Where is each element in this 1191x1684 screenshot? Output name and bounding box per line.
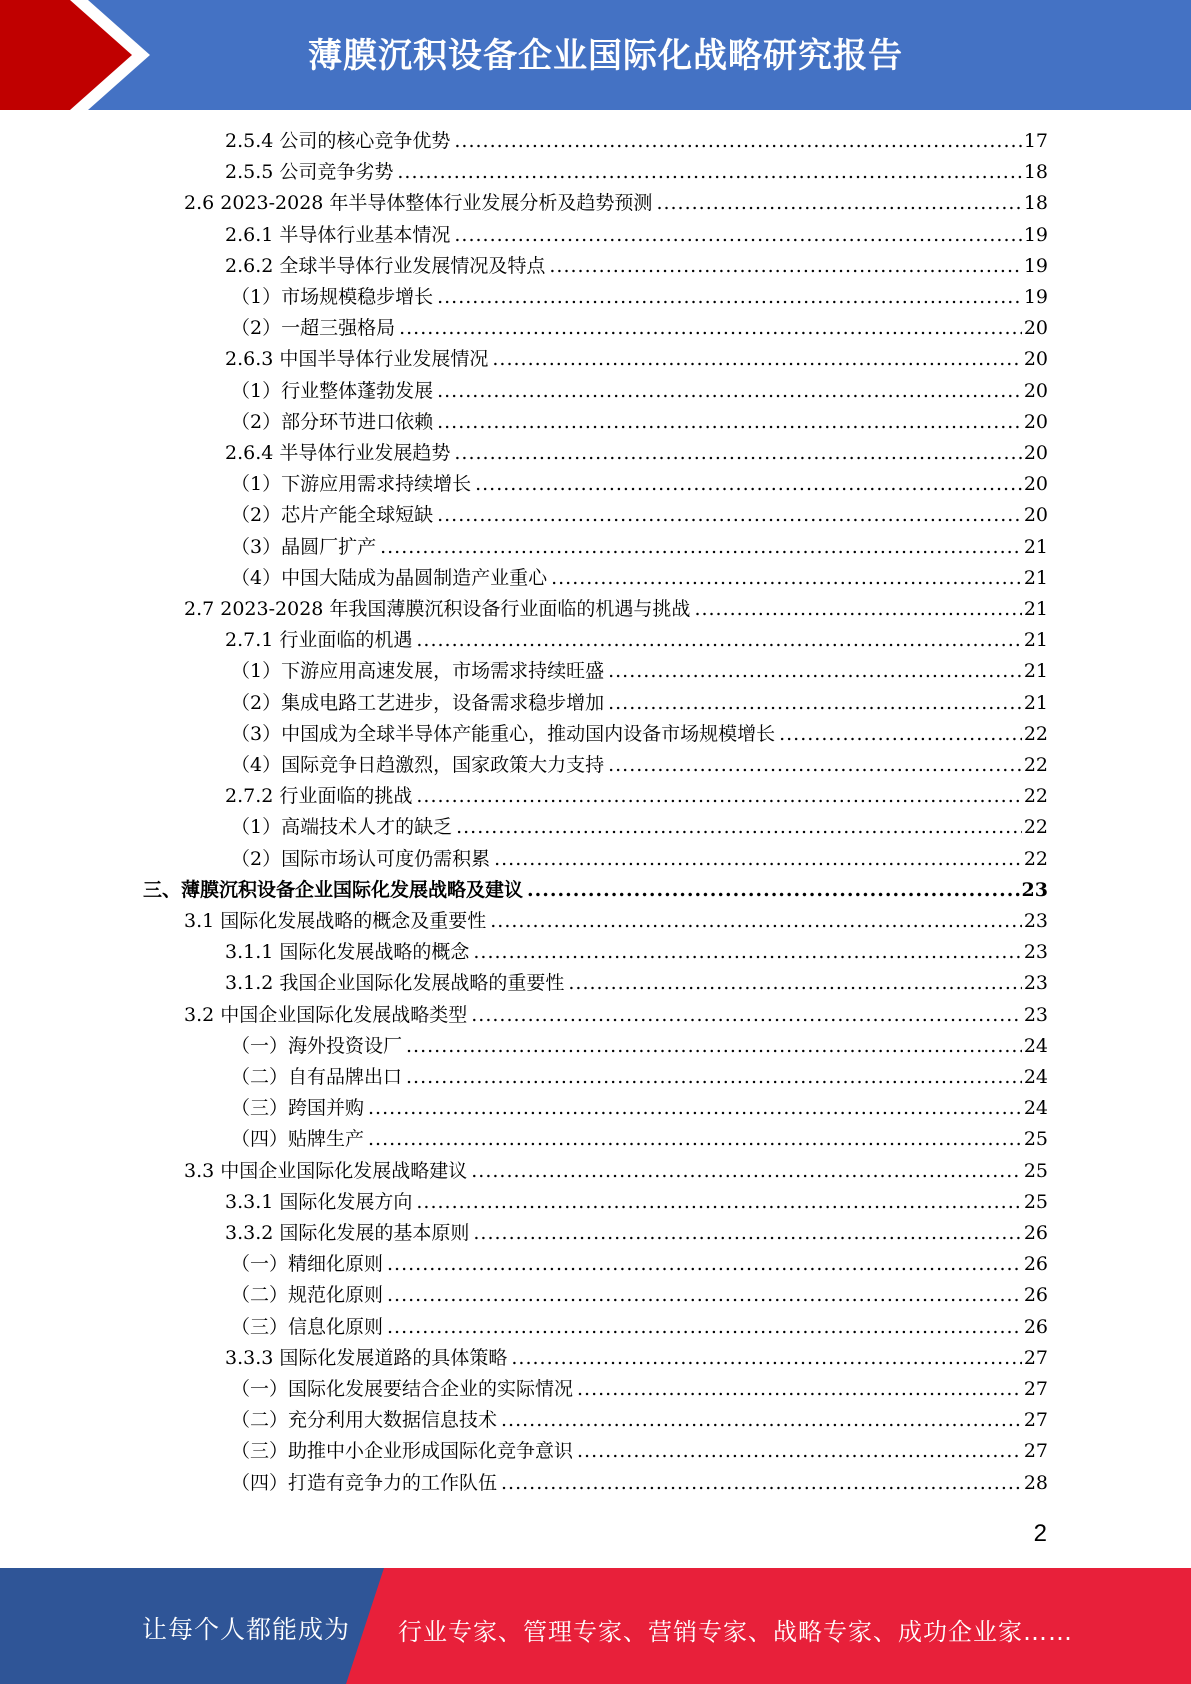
- toc-leader-dots: [387, 1280, 1022, 1310]
- toc-entry[interactable]: [231, 688, 1048, 718]
- toc-entry-label: 2.5.4 公司的核心竞争优势: [225, 130, 451, 152]
- page-header: [0, 0, 1191, 110]
- toc-entry-page: 27: [1023, 1440, 1048, 1463]
- toc-entry-page: 22: [1023, 816, 1048, 839]
- toc-entry-label: （三）跨国并购: [231, 1097, 365, 1120]
- toc-entry-label: （1）下游应用需求持续增长: [231, 473, 472, 496]
- toc-entry-label: （2）国际市场认可度仍需积累: [231, 847, 491, 870]
- toc-entry-page: 20: [1023, 317, 1048, 340]
- toc-entry-label: （一）国际化发展要结合企业的实际情况: [231, 1378, 574, 1400]
- toc-entry[interactable]: [231, 750, 1048, 780]
- toc-entry-label: （三）信息化原则: [231, 1315, 384, 1338]
- toc-entry[interactable]: [225, 220, 1048, 250]
- toc-entry[interactable]: [225, 344, 1048, 374]
- toc-entry-page: 25: [1023, 1190, 1048, 1213]
- toc-entry-label: 3.2 中国企业国际化发展战略类型: [184, 1003, 468, 1026]
- toc-leader-dots: [454, 126, 1021, 156]
- toc-entry-page: 21: [1023, 660, 1048, 683]
- toc-entry-page: 22: [1023, 785, 1048, 808]
- toc-entry-page: 22: [1023, 754, 1048, 776]
- toc-entry-page: 19: [1023, 254, 1048, 277]
- toc-entry[interactable]: [231, 1124, 1048, 1154]
- toc-leader-dots: [406, 1031, 1022, 1061]
- toc-entry-label: （二）规范化原则: [231, 1284, 384, 1307]
- toc-entry-label: （2）芯片产能全球短缺: [231, 504, 434, 527]
- toc-entry-page: 21: [1023, 691, 1048, 714]
- toc-leader-dots: [454, 438, 1021, 468]
- toc-entry-label: （1）行业整体蓬勃发展: [231, 379, 434, 402]
- toc-entry-label: （2）部分环节进口依赖: [231, 410, 434, 433]
- toc-entry-label: 2.5.5 公司竞争劣势: [225, 161, 394, 184]
- toc-leader-dots: [501, 1405, 1022, 1435]
- toc-entry[interactable]: [225, 126, 1048, 156]
- toc-entry-page: 26: [1023, 1315, 1048, 1338]
- toc-entry[interactable]: [231, 1405, 1048, 1435]
- toc-leader-dots: [454, 220, 1021, 250]
- toc-entry-label: 3.1.1 国际化发展战略的概念: [225, 941, 470, 964]
- toc-entry-label: （2）一超三强格局: [231, 317, 396, 340]
- toc-entry[interactable]: [231, 313, 1048, 343]
- toc-entry[interactable]: [231, 282, 1048, 312]
- toc-entry-page: 28: [1023, 1471, 1048, 1494]
- toc-leader-dots: [656, 188, 1021, 218]
- toc-leader-dots: [437, 376, 1022, 406]
- toc-entry-page: 20: [1023, 442, 1048, 464]
- toc-entry[interactable]: [231, 1280, 1048, 1310]
- toc-entry[interactable]: [184, 906, 1048, 936]
- toc-entry[interactable]: [225, 1343, 1048, 1373]
- toc-entry-label: （三）助推中小企业形成国际化竞争意识: [231, 1440, 574, 1463]
- toc-entry[interactable]: [184, 1000, 1048, 1030]
- toc-entry-label: （二）充分利用大数据信息技术: [231, 1409, 498, 1432]
- toc-entry-page: 23: [1021, 878, 1048, 901]
- toc-entry-page: 20: [1023, 473, 1048, 496]
- toc-entry[interactable]: [231, 1031, 1048, 1061]
- toc-entry-page: 27: [1023, 1378, 1048, 1400]
- toc-entry-page: 19: [1023, 223, 1048, 246]
- toc-entry-page: 27: [1023, 1409, 1048, 1432]
- toc-entry[interactable]: [184, 188, 1048, 218]
- toc-leader-dots: [437, 407, 1022, 437]
- toc-leader-dots: [473, 1218, 1021, 1248]
- toc-entry-page: 20: [1023, 348, 1048, 371]
- footer-slogan-left: 让每个人都能成为: [142, 1615, 351, 1644]
- toc-entry-page: 20: [1023, 410, 1048, 433]
- toc-entry-label: （1）市场规模稳步增长: [231, 286, 434, 308]
- toc-entry-label: 2.6.4 半导体行业发展趋势: [225, 442, 451, 464]
- toc-entry-label: 2.6.3 中国半导体行业发展情况: [225, 348, 489, 371]
- toc-entry-page: 22: [1023, 722, 1048, 745]
- toc-entry-page: 23: [1023, 941, 1048, 964]
- toc-entry-label: （4）国际竞争日趋激烈，国家政策大力支持: [231, 754, 605, 776]
- toc-entry-label: 2.6.1 半导体行业基本情况: [225, 223, 451, 246]
- toc-entry-label: 2.7.2 行业面临的挑战: [225, 785, 413, 808]
- toc-leader-dots: [501, 1468, 1022, 1498]
- toc-entry-label: 3.3.2 国际化发展的基本原则: [225, 1222, 470, 1244]
- toc-leader-dots: [416, 1187, 1021, 1217]
- toc-entry[interactable]: [231, 1312, 1048, 1342]
- toc-leader-dots: [380, 532, 1022, 562]
- toc-entry-label: （一）海外投资设厂: [231, 1034, 403, 1057]
- toc-entry-page: 19: [1023, 286, 1048, 308]
- toc-entry-label: （一）精细化原则: [231, 1253, 384, 1276]
- toc-entry[interactable]: [225, 1187, 1048, 1217]
- toc-entry-label: 2.6.2 全球半导体行业发展情况及特点: [225, 254, 546, 277]
- toc-entry[interactable]: [231, 1249, 1048, 1279]
- toc-entry-label: （1）高端技术人才的缺乏: [231, 816, 453, 839]
- toc-entry-page: 20: [1023, 504, 1048, 527]
- toc-entry[interactable]: [143, 875, 1048, 905]
- toc-entry[interactable]: [231, 532, 1048, 562]
- toc-entry[interactable]: [225, 438, 1048, 468]
- toc-entry-page: 21: [1023, 535, 1048, 558]
- toc-entry[interactable]: [231, 656, 1048, 686]
- toc-leader-dots: [608, 688, 1022, 718]
- toc-entry-page: 24: [1023, 1034, 1048, 1057]
- toc-entry-page: 21: [1023, 598, 1048, 620]
- toc-leader-dots: [511, 1343, 1021, 1373]
- toc-entry-page: 23: [1023, 972, 1048, 995]
- toc-entry-page: 18: [1023, 161, 1048, 184]
- toc-leader-dots: [416, 781, 1021, 811]
- toc-leader-dots: [456, 812, 1022, 842]
- toc-entry-label: 3.3.3 国际化发展道路的具体策略: [225, 1346, 508, 1369]
- toc-leader-dots: [437, 500, 1022, 530]
- toc-entry[interactable]: [231, 1093, 1048, 1123]
- toc-entry-label: 3.1 国际化发展战略的概念及重要性: [184, 910, 487, 932]
- toc-entry[interactable]: [225, 968, 1048, 998]
- toc-entry[interactable]: [225, 625, 1048, 655]
- toc-entry[interactable]: [231, 1062, 1048, 1092]
- toc-entry-label: （四）贴牌生产: [231, 1128, 365, 1151]
- toc-entry-page: 17: [1023, 130, 1048, 152]
- toc-entry-page: 23: [1023, 910, 1048, 932]
- toc-leader-dots: [471, 1000, 1022, 1030]
- toc-entry[interactable]: [184, 594, 1048, 624]
- toc-entry-page: 26: [1023, 1284, 1048, 1307]
- toc-entry[interactable]: [184, 1156, 1048, 1186]
- toc-entry-label: 2.6 2023-2028 年半导体整体行业发展分析及趋势预测: [184, 192, 653, 215]
- toc-leader-dots: [387, 1249, 1022, 1279]
- toc-leader-dots: [475, 469, 1022, 499]
- toc-leader-dots: [368, 1093, 1022, 1123]
- toc-entry-label: 3.3.1 国际化发展方向: [225, 1190, 413, 1213]
- toc-entry-label: 三、薄膜沉积设备企业国际化发展战略及建议: [143, 878, 524, 901]
- page-footer: [0, 1568, 1191, 1684]
- toc-entry-page: 22: [1023, 847, 1048, 870]
- toc-entry-label: （1）下游应用高速发展，市场需求持续旺盛: [231, 660, 605, 683]
- toc-entry-page: 25: [1023, 1159, 1048, 1182]
- toc-entry-page: 23: [1023, 1003, 1048, 1026]
- toc-entry-label: （2）集成电路工艺进步，设备需求稳步增加: [231, 691, 605, 714]
- toc-entry[interactable]: [231, 407, 1048, 437]
- toc-leader-dots: [568, 968, 1021, 998]
- toc-entry-page: 18: [1023, 192, 1048, 215]
- toc-entry[interactable]: [231, 1468, 1048, 1498]
- toc-leader-dots: [608, 656, 1022, 686]
- toc-leader-dots: [577, 1436, 1022, 1466]
- toc-entry[interactable]: [225, 251, 1048, 281]
- toc-leader-dots: [399, 313, 1022, 343]
- toc-leader-dots: [406, 1062, 1022, 1092]
- toc-leader-dots: [416, 625, 1021, 655]
- toc-entry[interactable]: [231, 1436, 1048, 1466]
- toc-entry[interactable]: [225, 781, 1048, 811]
- toc-leader-dots: [551, 563, 1022, 593]
- toc-leader-dots: [779, 719, 1022, 749]
- toc-entry-label: 3.3 中国企业国际化发展战略建议: [184, 1159, 468, 1182]
- toc-leader-dots: [527, 875, 1020, 905]
- toc-entry-page: 26: [1023, 1222, 1048, 1244]
- toc-leader-dots: [577, 1374, 1022, 1404]
- report-title: 薄膜沉积设备企业国际化战略研究报告: [308, 36, 903, 76]
- toc-entry-label: （3）晶圆厂扩产: [231, 535, 377, 558]
- toc-entry[interactable]: [231, 563, 1048, 593]
- toc-leader-dots: [549, 251, 1021, 281]
- toc-entry[interactable]: [225, 1218, 1048, 1248]
- toc-entry-page: 21: [1023, 629, 1048, 652]
- toc-entry-label: （二）自有品牌出口: [231, 1066, 403, 1088]
- page-number: 2: [1033, 1520, 1047, 1547]
- toc-entry[interactable]: [225, 937, 1048, 967]
- toc-entry[interactable]: [231, 844, 1048, 874]
- toc-leader-dots: [437, 282, 1022, 312]
- toc-entry-label: 2.7 2023-2028 年我国薄膜沉积设备行业面临的机遇与挑战: [184, 598, 691, 620]
- toc-entry-label: 2.7.1 行业面临的机遇: [225, 629, 413, 652]
- toc-leader-dots: [397, 157, 1021, 187]
- toc-leader-dots: [471, 1156, 1022, 1186]
- toc-entry-label: （3）中国成为全球半导体产能重心，推动国内设备市场规模增长: [231, 722, 776, 745]
- toc-entry-page: 24: [1023, 1066, 1048, 1088]
- toc-entry[interactable]: [231, 1374, 1048, 1404]
- toc-entry-label: 3.1.2 我国企业国际化发展战略的重要性: [225, 972, 565, 995]
- toc-entry-label: （4）中国大陆成为晶圆制造产业重心: [231, 566, 548, 589]
- toc-entry[interactable]: [231, 500, 1048, 530]
- toc-leader-dots: [608, 750, 1022, 780]
- toc-entry[interactable]: [231, 469, 1048, 499]
- toc-entry[interactable]: [225, 157, 1048, 187]
- toc-entry-page: 25: [1023, 1128, 1048, 1151]
- toc-leader-dots: [387, 1312, 1022, 1342]
- toc-entry-page: 20: [1023, 379, 1048, 402]
- toc-leader-dots: [473, 937, 1021, 967]
- toc-leader-dots: [492, 344, 1021, 374]
- toc-entry[interactable]: [231, 719, 1048, 749]
- toc-entry-page: 21: [1023, 566, 1048, 589]
- toc-leader-dots: [368, 1124, 1022, 1154]
- toc-leader-dots: [694, 594, 1021, 624]
- toc-leader-dots: [490, 906, 1022, 936]
- toc-leader-dots: [494, 844, 1022, 874]
- toc-entry[interactable]: [231, 376, 1048, 406]
- toc-entry-page: 24: [1023, 1097, 1048, 1120]
- toc-entry[interactable]: [231, 812, 1048, 842]
- toc-entry-page: 26: [1023, 1253, 1048, 1276]
- toc-entry-page: 27: [1023, 1346, 1048, 1369]
- footer-slogan-right: 行业专家、管理专家、营销专家、战略专家、成功企业家……: [398, 1618, 1073, 1646]
- toc-entry-label: （四）打造有竞争力的工作队伍: [231, 1471, 498, 1494]
